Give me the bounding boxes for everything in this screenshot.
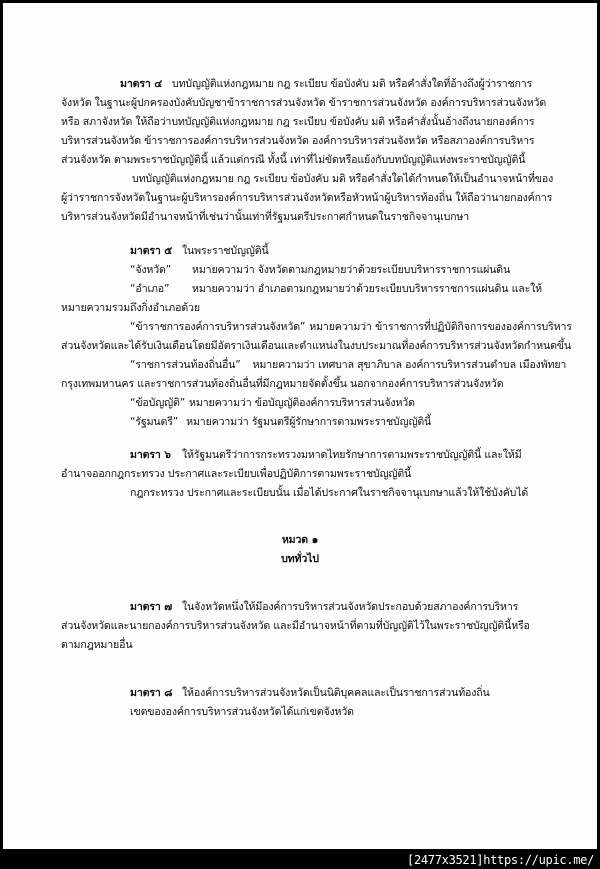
section-7-label: มาตรา ๗ <box>130 601 173 613</box>
meaning: หมายความว่า ข้อบัญญัติองค์การบริหารส่วนจังหวัด <box>189 397 415 409</box>
meaning: หมายความว่า รัฐมนตรีผู้รักษาการตามพระราชบัญญัตินี้ <box>186 416 432 428</box>
document-page <box>3 3 597 849</box>
definition-pao-official-cont: ส่วนจังหวัดและได้รับเงินเดือนโดยมีอัตราเงินเดือนและตำแหน่งในงบประมาณที่องค์การบริหารส่วนจังหวัดกำหนดขึ้น <box>61 340 571 352</box>
meaning: หมายความว่า อำเภอตามกฎหมายว่าด้วยระเบียบบริหารราชการแผ่นดิน และให้ <box>192 283 542 295</box>
section-4-line-2: จังหวัด ในฐานะผู้ปกครองบังคับบัญชาข้าราชการส่วนจังหวัด ข้าราชการส่วนจังหวัด องค์การบริหารส่วนจังหวัด <box>61 97 547 109</box>
definition-minister <box>130 415 431 429</box>
chapter-title: บททั่วไป <box>281 553 319 565</box>
section-4-line-4: บริหารส่วนจังหวัด ข้าราชการองค์การบริหารส่วนจังหวัด องค์การบริหารส่วนจังหวัด หรือสภาองค์การบริหาร <box>61 135 535 147</box>
term: “ข้อบัญญัติ” <box>130 397 186 409</box>
section-4-line-5: ส่วนจังหวัด ตามพระราชบัญญัตินี้ แล้วแต่กรณี ทั้งนี้ เท่าที่ไม่ขัดหรือแย้งกับบทบัญญัติแห่งพระราชบัญญัตินี้ <box>61 154 526 166</box>
term: “อำเภอ” <box>130 283 170 295</box>
text: ในพระราชบัญญัตินี้ <box>182 245 269 257</box>
section-6-line-1 <box>130 448 522 462</box>
section-8-line-1 <box>130 686 490 700</box>
meaning: หมายความว่า จังหวัดตามกฎหมายว่าด้วยระเบียบบริหารราชการแผ่นดิน <box>192 264 511 276</box>
text: บทบัญญัติแห่งกฎหมาย กฎ ระเบียบ ข้อบังคับ มติ หรือคำสั่งใดที่อ้างถึงผู้ว่าราชการ <box>172 78 533 90</box>
definition-other-local-cont: กรุงเทพมหานคร และราชการส่วนท้องถิ่นอื่นที่มีกฎหมายจัดตั้งขึ้น นอกจากองค์การบริหารส่วนจังหวัด <box>61 378 504 390</box>
section-4-line-3: หรือ สภาจังหวัด ให้ถือว่าบทบัญญัติแห่งกฎหมาย กฎ ระเบียบ ข้อบังคับ มติ หรือคำสั่งนั้นอ้างถึงนายกองค์การ <box>61 116 535 128</box>
text: ในจังหวัดหนึ่งให้มีองค์การบริหารส่วนจังหวัดประกอบด้วยสภาองค์การบริหาร <box>182 601 519 613</box>
image-watermark: [2477x3521]https://upic.me/ <box>407 853 594 867</box>
text: ให้รัฐมนตรีว่าการกระทรวงมหาดไทยรักษาการตามพระราชบัญญัตินี้ และให้มี <box>182 449 522 461</box>
section-7-line-1 <box>130 600 518 614</box>
section-7-line-3: ตามกฎหมายอื่น <box>61 639 133 651</box>
section-6-line-2: อำนาจออกกฎกระทรวง ประกาศและระเบียบเพื่อปฏิบัติการตามพระราชบัญญัตินี้ <box>61 468 412 480</box>
definition-province <box>130 263 510 277</box>
chapter-number: หมวด ๑ <box>281 534 319 546</box>
definition-district-cont: หมายความรวมถึงกิ่งอำเภอด้วย <box>61 302 200 314</box>
meaning: หมายความว่า เทศบาล สุขาภิบาล องค์การบริหารส่วนตำบล เมืองพัทยา <box>252 359 567 371</box>
definition-ordinance <box>130 396 415 410</box>
text: ให้องค์การบริหารส่วนจังหวัดเป็นนิติบุคคลและเป็นราชการส่วนท้องถิ่น <box>182 687 490 699</box>
section-4-line-1 <box>120 77 532 91</box>
term: “จังหวัด” <box>130 264 172 276</box>
term: “ข้าราชการองค์การบริหารส่วนจังหวัด” <box>130 321 306 333</box>
section-6-label: มาตรา ๖ <box>130 449 171 461</box>
section-4-label: มาตรา ๔ <box>120 78 163 90</box>
definition-district <box>130 282 542 296</box>
section-4-line-8: บริหารส่วนจังหวัดมีอำนาจหน้าที่เช่นว่านั้นเท่าที่รัฐมนตรีประกาศกำหนดในราชกิจจานุเบกษา <box>61 211 470 223</box>
section-8-line-2: เขตขององค์การบริหารส่วนจังหวัดได้แก่เขตจังหวัด <box>130 706 354 718</box>
section-4-line-6: บทบัญญัติแห่งกฎหมาย กฎ ระเบียบ ข้อบังคับ มติ หรือคำสั่งใดได้กำหนดให้เป็นอำนาจหน้าที่ของ <box>132 173 554 185</box>
term: “รัฐมนตรี” <box>130 416 179 428</box>
term: “ราชการส่วนท้องถิ่นอื่น” <box>130 359 241 371</box>
meaning: หมายความว่า ข้าราชการที่ปฏิบัติกิจการขององค์การบริหาร <box>309 321 572 333</box>
section-4-line-7: ผู้ว่าราชการจังหวัดในฐานะผู้บริหารองค์การบริหารส่วนจังหวัดหรือหัวหน้าผู้บริหารท้องถิ่น ให้ถือว่านายกองค์การ <box>61 192 553 204</box>
section-7-line-2: ส่วนจังหวัดและนายกองค์การบริหารส่วนจังหวัด และมีอำนาจหน้าที่ตามที่บัญญัติไว้ในพระราชบัญญัตินี้หรือ <box>61 620 530 632</box>
definition-other-local <box>130 358 566 372</box>
definition-pao-official <box>130 320 572 334</box>
section-5-intro <box>130 244 269 258</box>
section-6-line-3: กฎกระทรวง ประกาศและระเบียบนั้น เมื่อได้ประกาศในราชกิจจานุเบกษาแล้วให้ใช้บังคับได้ <box>130 487 529 499</box>
section-5-label: มาตรา ๕ <box>130 245 173 257</box>
section-8-label: มาตรา ๘ <box>130 687 173 699</box>
